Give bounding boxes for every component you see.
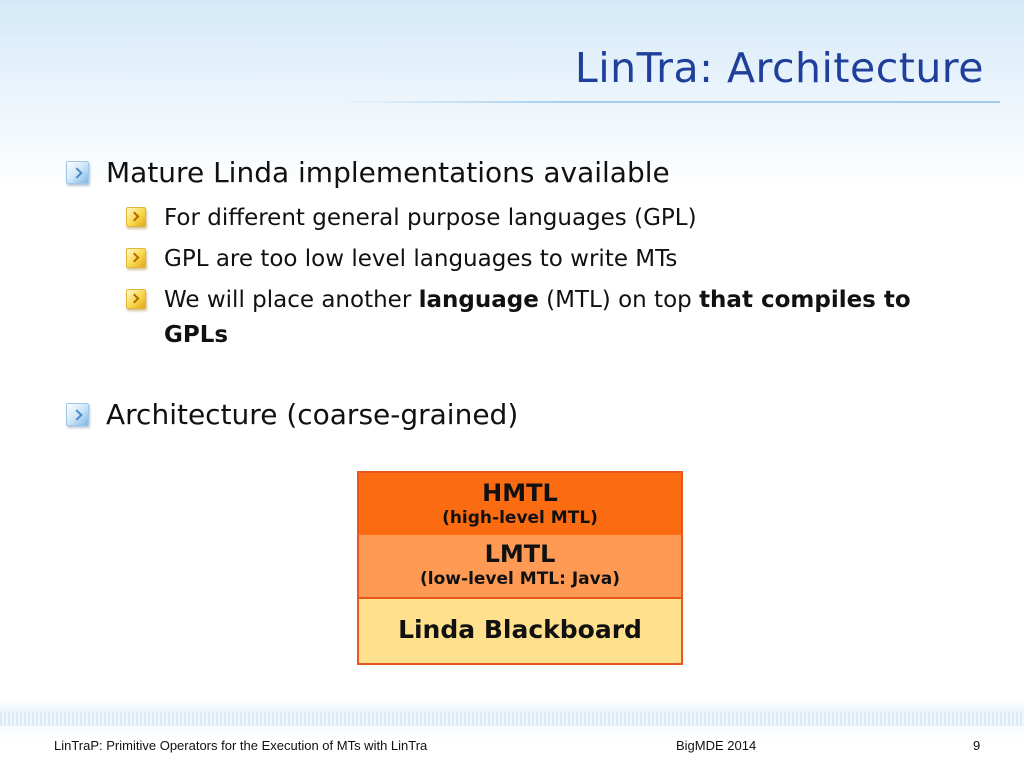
sub-bullet-text (164, 283, 924, 353)
title-underline (330, 101, 1000, 103)
layer-linda-blackboard (357, 599, 683, 665)
bullet-architecture (66, 398, 518, 431)
footer-band (0, 712, 1024, 726)
layer-hmtl (357, 471, 683, 537)
layer-lmtl (357, 535, 683, 599)
architecture-diagram (357, 471, 683, 667)
yellow-arrow-square-icon (126, 248, 146, 268)
layer-name: LMTL (484, 540, 556, 568)
yellow-arrow-square-icon (126, 289, 146, 309)
footer-event: BigMDE 2014 (676, 738, 757, 753)
page-number: 9 (973, 738, 981, 753)
bullet-text: Mature Linda implementations available (106, 156, 670, 189)
sub-bullet-text-part: (MTL) on top (538, 287, 700, 313)
emphasis-compiles-to-gpls: that compiles to GPLs (164, 287, 911, 348)
yellow-arrow-square-icon (126, 207, 146, 227)
blue-arrow-square-icon (66, 161, 89, 184)
layer-name: HMTL (482, 479, 558, 507)
bullet-text: Architecture (coarse-grained) (106, 398, 519, 431)
sub-bullet-gpl-languages (126, 201, 697, 236)
sub-bullet-gpl-low-level (126, 242, 677, 277)
sub-bullet-text: For different general purpose languages (GPL) (164, 205, 697, 231)
sub-bullet-mtl-on-top (126, 283, 924, 353)
emphasis-language: language (418, 287, 539, 313)
layer-description: (low-level MTL: Java) (420, 569, 620, 589)
footer-presentation-title: LinTraP: Primitive Operators for the Execution of MTs with LinTra (54, 738, 428, 753)
sub-bullet-text-part: We will place another (164, 287, 419, 313)
layer-description: (high-level MTL) (442, 508, 598, 528)
blue-arrow-square-icon (66, 403, 89, 426)
layer-name: Linda Blackboard (398, 615, 642, 644)
bullet-mature-linda (66, 156, 670, 189)
sub-bullet-text: GPL are too low level languages to write MTs (164, 246, 678, 272)
slide-title: LinTra: Architecture (574, 44, 984, 92)
